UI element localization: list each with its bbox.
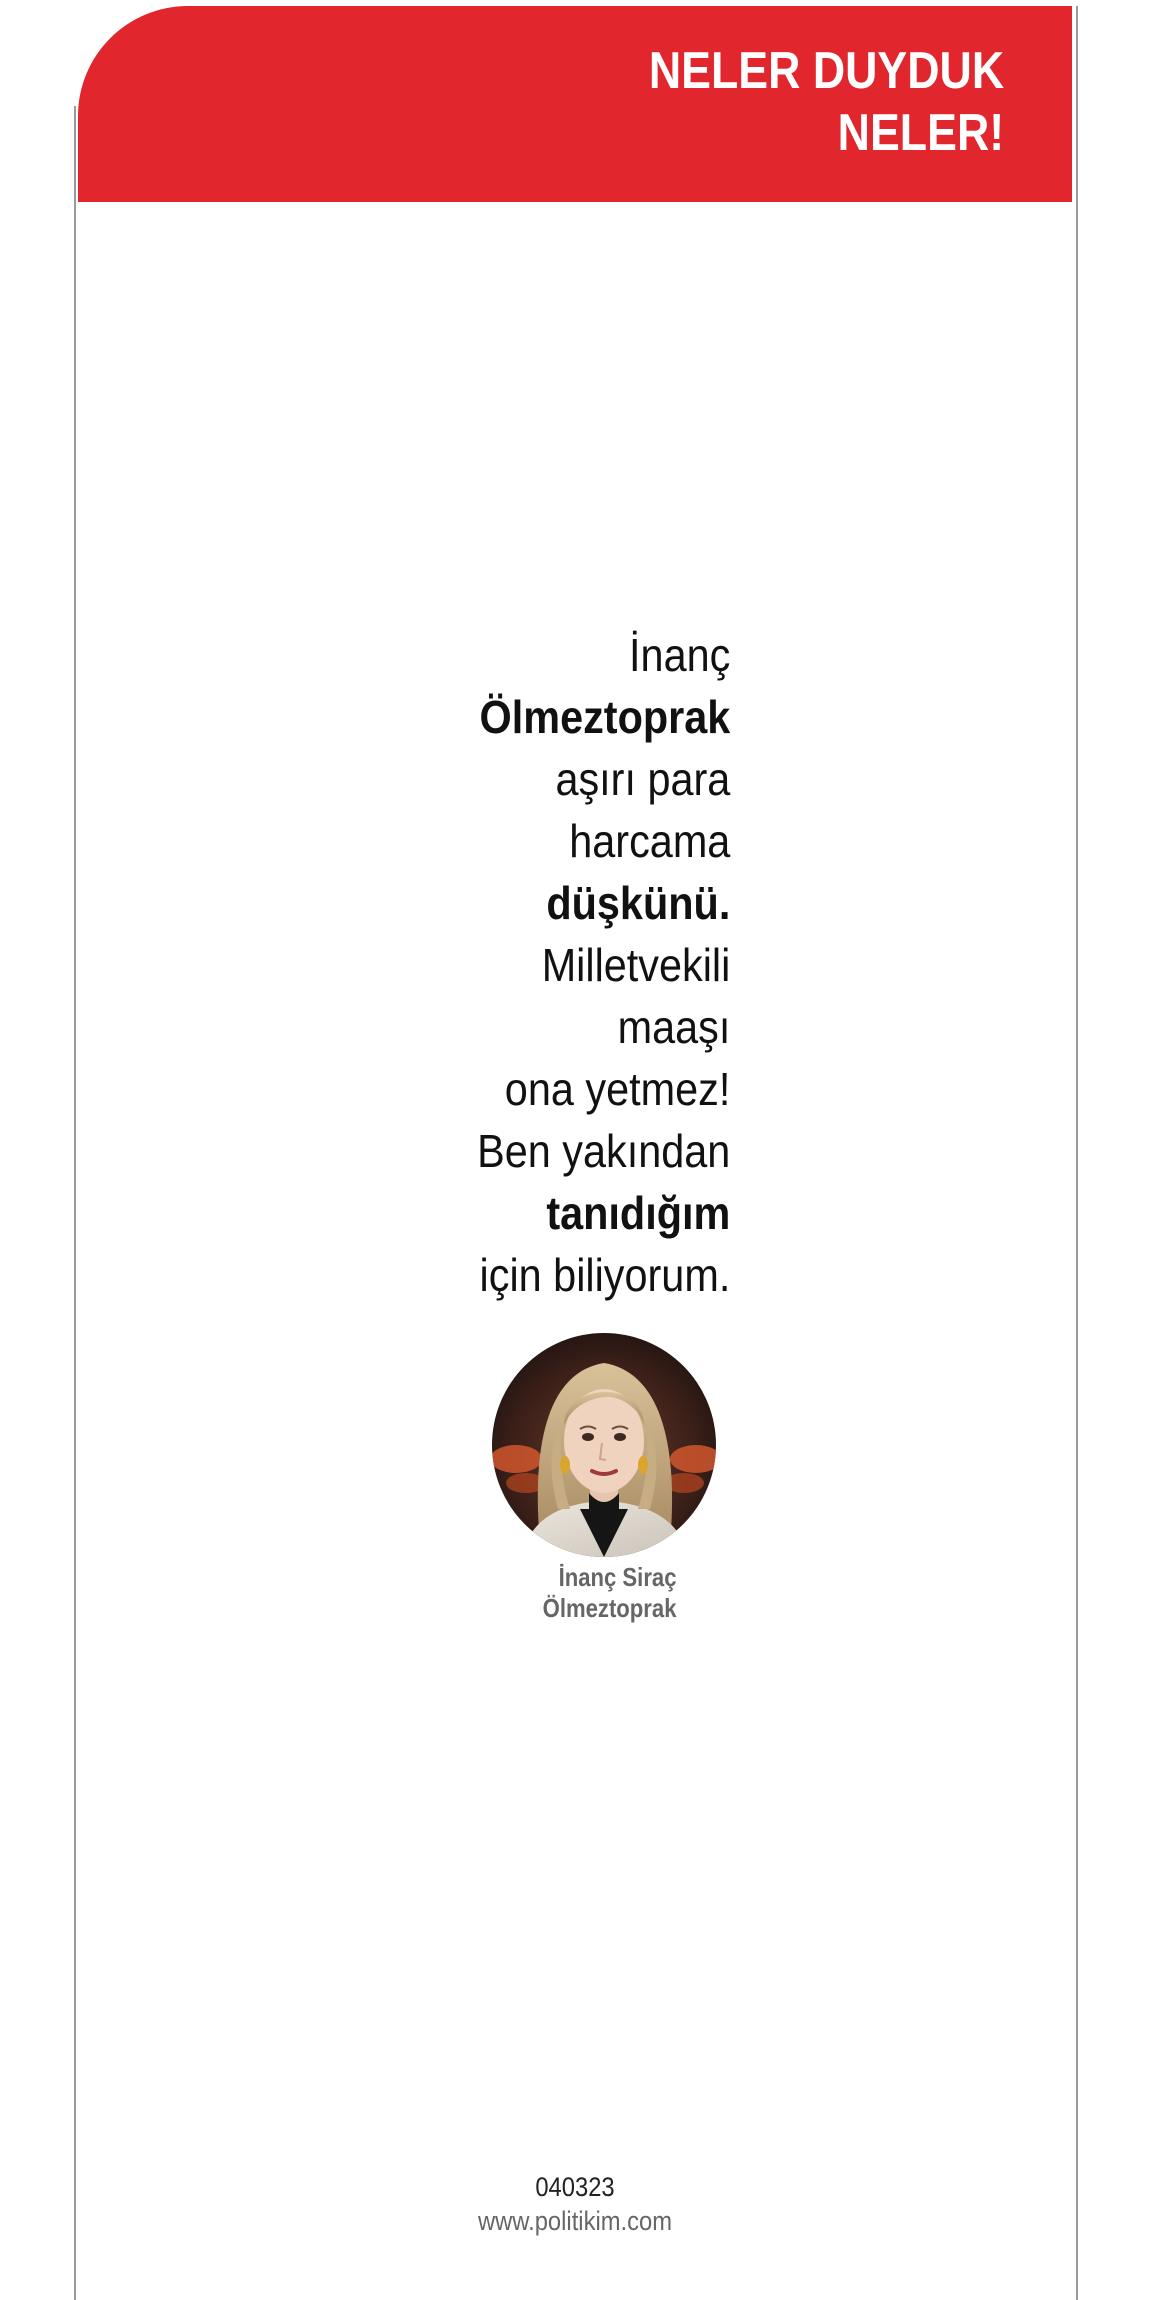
- header-title: [649, 40, 1004, 164]
- person-portrait-icon: [492, 1333, 716, 1557]
- quote-line: tanıdığım: [545, 1187, 730, 1239]
- header-title-line1: NELER DUYDUK: [648, 42, 1004, 100]
- quote-line: harcama: [568, 815, 730, 867]
- caption-line2: Ölmeztoprak: [542, 1593, 676, 1623]
- header-banner: [78, 6, 1072, 202]
- quote-line: Ölmeztoprak: [479, 691, 730, 743]
- page-frame-left: [74, 106, 76, 2300]
- quote-line: Milletvekili: [541, 939, 730, 991]
- quote-block: [449, 624, 730, 1306]
- quote-line: için biliyorum.: [479, 1249, 730, 1301]
- footer-code: 040323: [535, 2172, 615, 2202]
- quote-line: ona yetmez!: [504, 1063, 730, 1115]
- header-title-line2: NELER!: [837, 104, 1004, 162]
- portrait-caption: [519, 1562, 677, 1624]
- page-frame-right: [1076, 6, 1078, 2300]
- quote-line: Ben yakından: [476, 1125, 730, 1177]
- quote-line: düşkünü.: [545, 877, 730, 929]
- footer: [0, 2170, 1150, 2238]
- quote-line: aşırı para: [555, 753, 730, 805]
- footer-url[interactable]: www.politikim.com: [477, 2206, 673, 2236]
- quote-line: İnanç: [628, 629, 730, 681]
- caption-line1: İnanç Siraç: [558, 1562, 676, 1592]
- quote-line: maaşı: [617, 1001, 730, 1053]
